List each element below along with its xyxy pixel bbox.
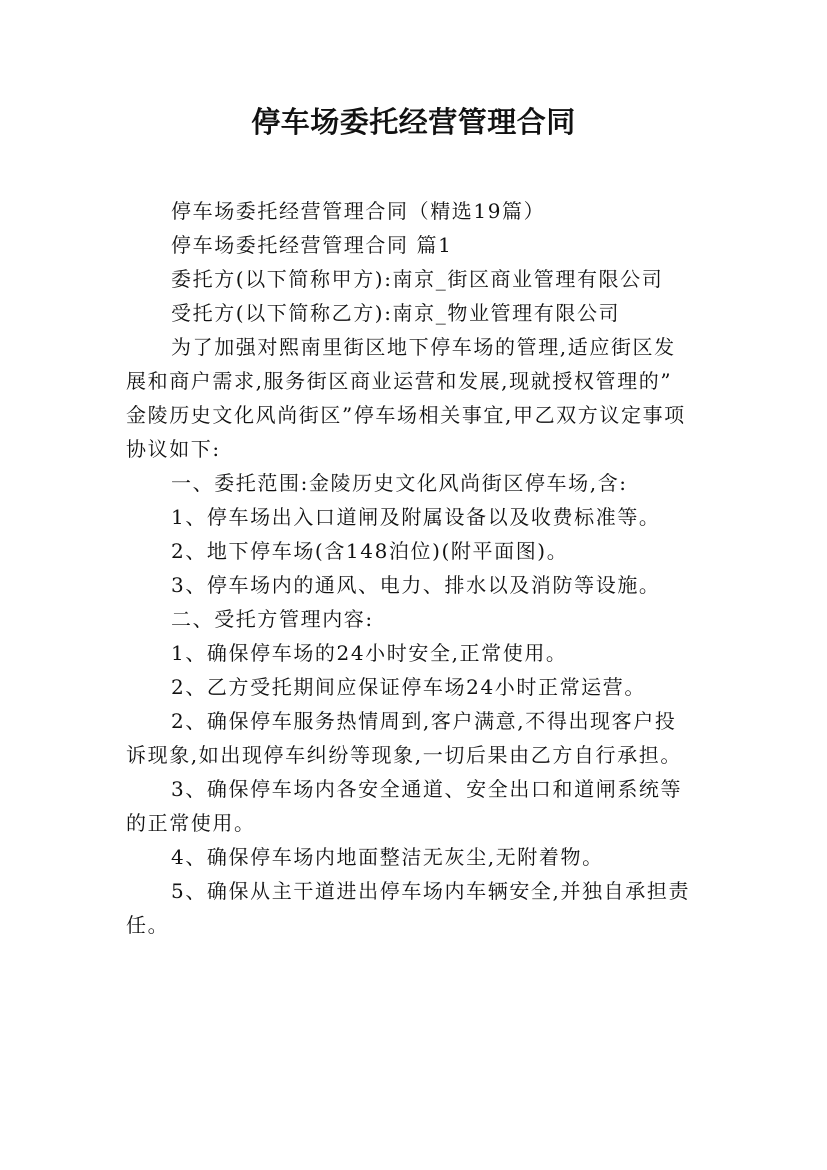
- paragraph-list-item: [126, 772, 706, 840]
- text-line: 二、受托方管理内容:: [171, 607, 374, 631]
- text-line: 2、地下停车场(含148泊位)(附平面图)。: [171, 539, 569, 563]
- text-line: 为了加强对熙南里街区地下停车场的管理,适应街区发: [171, 335, 676, 359]
- paragraph-preamble: [126, 330, 706, 466]
- text-line: 停车场委托经营管理合同 篇1: [171, 233, 453, 257]
- document-body: [126, 194, 706, 942]
- text-line: 2、确保停车服务热情周到,客户满意,不得出现客户投: [171, 709, 677, 733]
- text-line: 任。: [126, 913, 170, 937]
- paragraph-list-item: [126, 670, 706, 704]
- text-line: 协议如下:: [126, 437, 221, 461]
- paragraph-list-item: [126, 534, 706, 568]
- paragraph-list-item: [126, 636, 706, 670]
- text-line: 委托方(以下简称甲方):南京_街区商业管理有限公司: [171, 267, 664, 291]
- text-line: 诉现象,如出现停车纠纷等现象,一切后果由乙方自行承担。: [126, 743, 682, 767]
- paragraph-list-item: [126, 500, 706, 534]
- paragraph-clause-heading: [126, 466, 706, 500]
- paragraph-list-item: [126, 874, 706, 942]
- paragraph-list-item: [126, 704, 706, 772]
- text-line: 的正常使用。: [126, 811, 256, 835]
- text-line: 2、乙方受托期间应保证停车场24小时正常运营。: [171, 675, 646, 699]
- paragraph-clause-heading: [126, 602, 706, 636]
- text-line: 停车场委托经营管理合同（精选19篇）: [171, 199, 546, 223]
- text-line: 3、停车场内的通风、电力、排水以及消防等设施。: [171, 573, 661, 597]
- text-line: 1、停车场出入口道闸及附属设备以及收费标准等。: [171, 505, 661, 529]
- paragraph-section-heading: [126, 228, 706, 262]
- paragraph-list-item: [126, 568, 706, 602]
- text-line: 5、确保从主干道进出停车场内车辆安全,并独自承担责: [171, 879, 691, 903]
- text-line: 展和商户需求,服务街区商业运营和发展,现就授权管理的”: [126, 369, 673, 393]
- text-line: 一、委托范围:金陵历史文化风尚街区停车场,含:: [171, 471, 628, 495]
- paragraph-party-b: [126, 296, 706, 330]
- paragraph-list-item: [126, 840, 706, 874]
- text-line: 金陵历史文化风尚街区”停车场相关事宜,甲乙双方议定事项: [126, 403, 686, 427]
- document-title: 停车场委托经营管理合同: [251, 105, 576, 139]
- text-line: 4、确保停车场内地面整洁无灰尘,无附着物。: [171, 845, 604, 869]
- text-line: 1、确保停车场的24小时安全,正常使用。: [171, 641, 568, 665]
- paragraph-party-a: [126, 262, 706, 296]
- text-line: 受托方(以下简称乙方):南京_物业管理有限公司: [171, 301, 621, 325]
- text-line: 3、确保停车场内各安全通道、安全出口和道闸系统等: [171, 777, 683, 801]
- paragraph-subtitle: [126, 194, 706, 228]
